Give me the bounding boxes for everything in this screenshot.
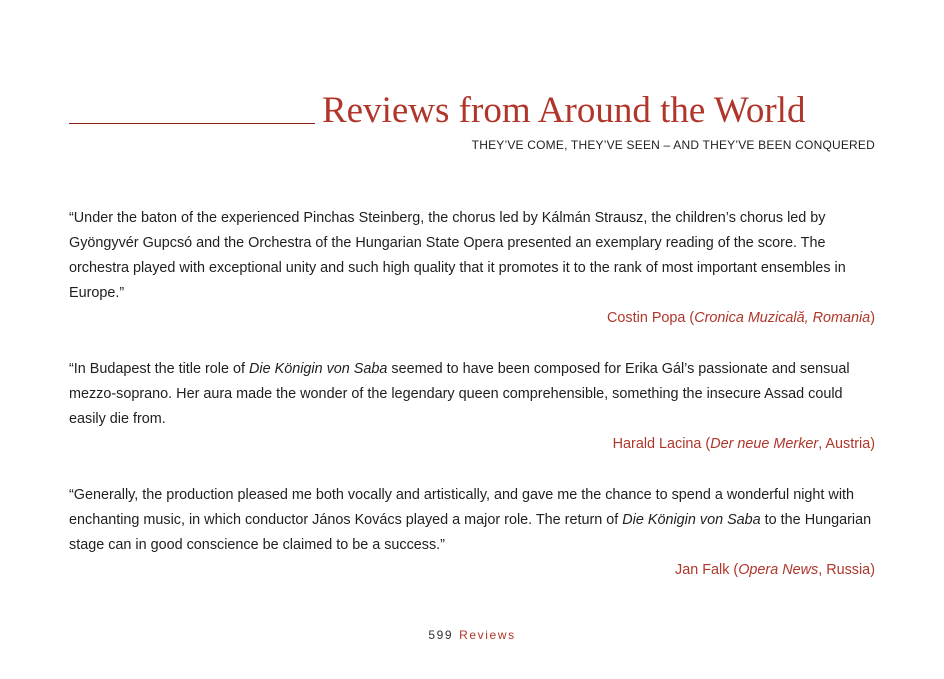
- review-attribution: Jan Falk (Opera News, Russia): [675, 562, 875, 578]
- page-footer: [0, 626, 944, 644]
- review-quote: [69, 483, 875, 558]
- critic-name: Jan Falk: [675, 562, 730, 578]
- review-quote: “Under the baton of the experienced Pinchas Steinberg, the chorus led by Kálmán Strausz, the children’s chorus led by Gyöngyvér Gupcsó and the Orchestra of the Hungarian State Opera presented an exemplary reading of the score. The orchestra played with exceptional unity and such high quality that it promotes it to the rank of most important ensembles in Europe.”: [69, 210, 846, 301]
- quote-text: to the Hungarian stage can in good conscience be claimed to be a success.”: [69, 512, 872, 553]
- publication-country: Austria: [825, 436, 871, 452]
- running-section-title: Reviews: [459, 628, 516, 642]
- publication-name: Cronica Muzicală, Romania: [694, 310, 871, 326]
- work-title: Die Königin von Saba: [622, 512, 761, 528]
- reviews-list: [69, 206, 875, 609]
- review-attribution: Costin Popa (Cronica Muzicală, Romania): [607, 310, 875, 326]
- review-item: [69, 483, 875, 583]
- review-item: [69, 206, 875, 331]
- page-subtitle: THEY’VE COME, THEY’VE SEEN – AND THEY’VE BEEN CONQUERED: [471, 138, 875, 152]
- review-quote: [69, 357, 875, 432]
- work-title: Die Königin von Saba: [249, 361, 388, 377]
- quote-text: “In Budapest the title role of: [69, 361, 249, 377]
- review-item: [69, 357, 875, 457]
- quote-text: “Generally, the production pleased me both vocally and artistically, and gave me the chance to spend a wonderful night with enchanting music, in which conductor János Kovács played a major role. The return of: [69, 487, 855, 528]
- critic-name: Harald Lacina: [612, 436, 702, 452]
- quote-text: seemed to have been composed for Erika Gál’s passionate and sensual mezzo-soprano. Her aura made the wonder of the legendary queen comprehensible, something the insecure Assad could easily die from.: [69, 361, 850, 427]
- page-title: Reviews from Around the World: [322, 90, 806, 131]
- page-number: 599: [428, 628, 454, 642]
- header-rule: [69, 123, 315, 124]
- publication-name: Opera News: [738, 562, 819, 578]
- review-attribution: Harald Lacina (Der neue Merker, Austria): [612, 436, 875, 452]
- publication-country: Russia: [826, 562, 871, 578]
- critic-name: Costin Popa: [607, 310, 686, 326]
- publication-name: Der neue Merker: [710, 436, 819, 452]
